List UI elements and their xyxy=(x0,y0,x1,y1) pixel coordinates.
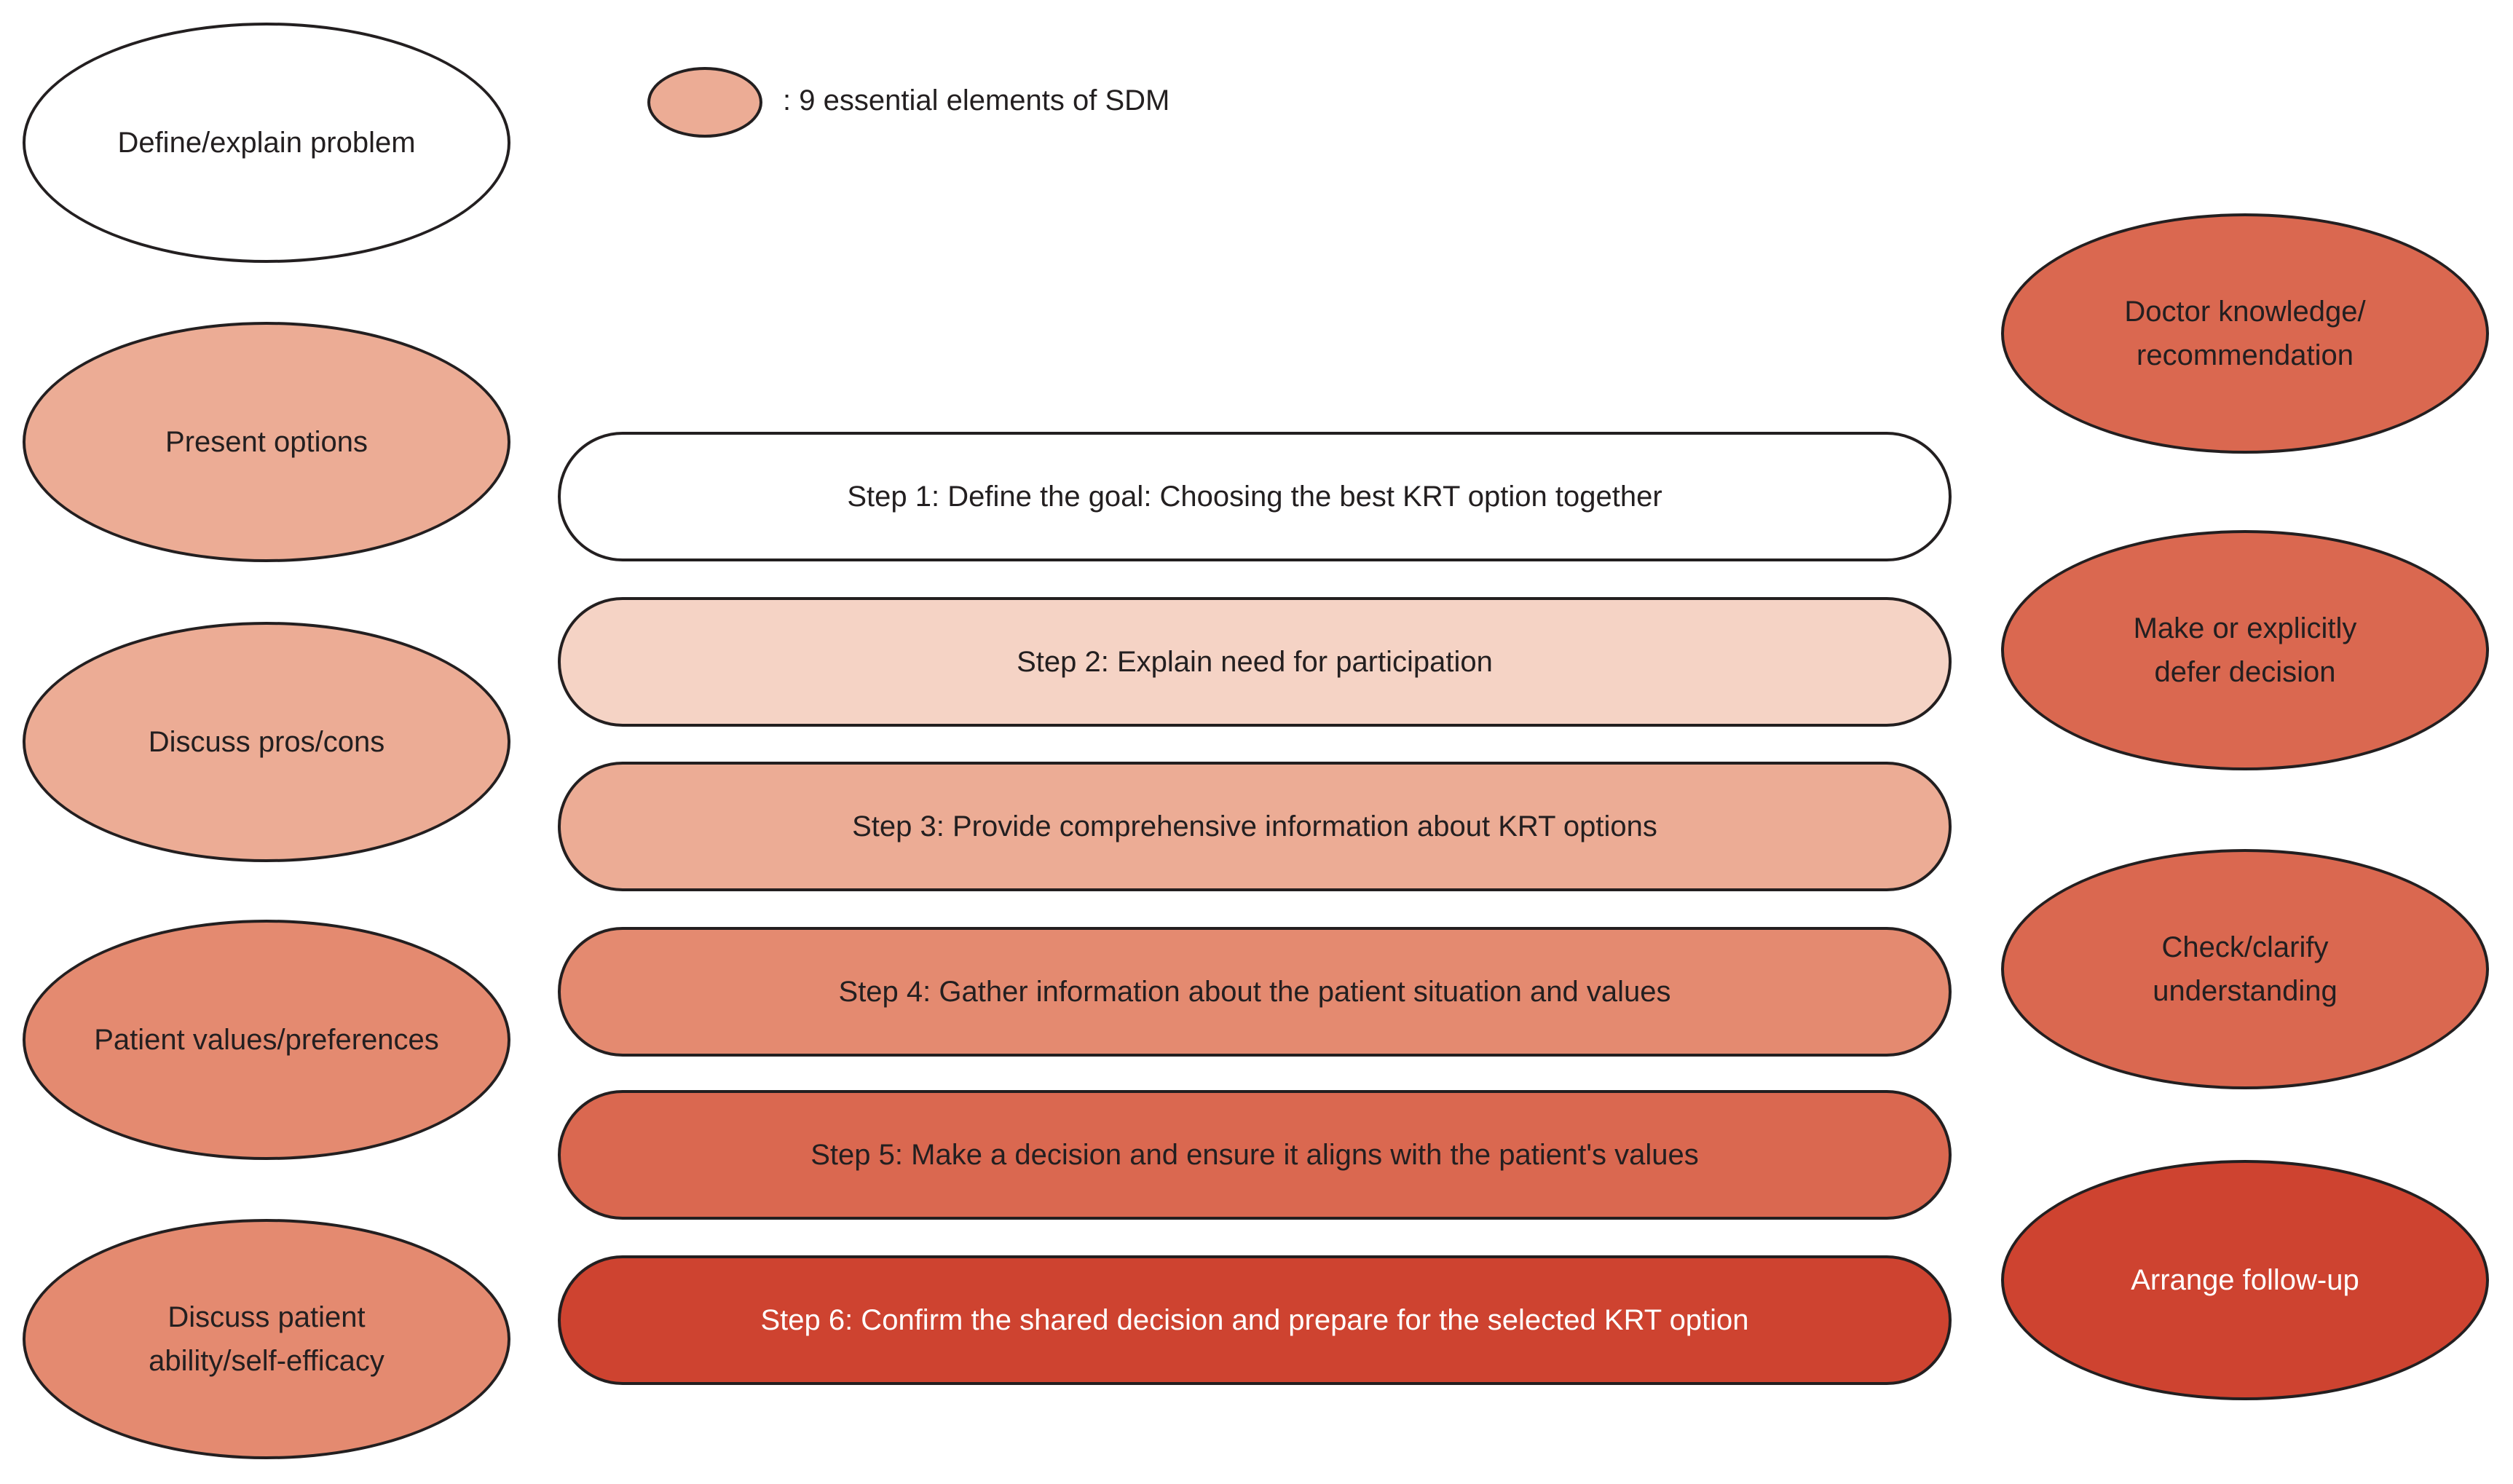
step-label: Step 5: Make a decision and ensure it aligns with the patient's values xyxy=(810,1139,1699,1171)
step-label: Step 4: Gather information about the patient situation and values xyxy=(838,976,1671,1008)
element-label: Discuss patient ability/self-efficacy xyxy=(149,1301,384,1377)
element-label: Doctor knowledge/ recommendation xyxy=(2124,296,2366,371)
step-label: Step 1: Define the goal: Choosing the best KRT option together xyxy=(847,481,1662,513)
element-doctor-knowledge xyxy=(2001,213,2489,454)
element-label: Define/explain problem xyxy=(117,127,416,159)
element-make-decision xyxy=(2001,530,2489,770)
element-label: Check/clarify understanding xyxy=(2153,931,2338,1007)
step-6 xyxy=(558,1255,1952,1385)
element-label: Patient values/preferences xyxy=(94,1024,439,1056)
element-label: Discuss pros/cons xyxy=(148,726,385,758)
element-arrange-follow-up xyxy=(2001,1160,2489,1400)
step-label: Step 6: Confirm the shared decision and prepare for the selected KRT option xyxy=(760,1304,1749,1336)
element-patient-values xyxy=(23,920,510,1160)
element-pros-cons xyxy=(23,622,510,862)
legend-label: : 9 essential elements of SDM xyxy=(783,84,1170,117)
step-label: Step 3: Provide comprehensive information about KRT options xyxy=(852,810,1657,842)
step-5 xyxy=(558,1090,1952,1220)
step-1 xyxy=(558,432,1952,561)
step-2 xyxy=(558,597,1952,727)
step-label: Step 2: Explain need for participation xyxy=(1017,646,1493,678)
step-3 xyxy=(558,762,1952,891)
element-label: Make or explicitly defer decision xyxy=(2133,612,2357,688)
element-label: Arrange follow-up xyxy=(2131,1264,2359,1296)
element-patient-ability xyxy=(23,1219,510,1459)
element-define-problem xyxy=(23,23,510,263)
step-4 xyxy=(558,927,1952,1057)
legend-swatch xyxy=(647,67,762,138)
element-check-understanding xyxy=(2001,849,2489,1089)
element-label: Present options xyxy=(165,426,368,458)
element-present-options xyxy=(23,322,510,562)
